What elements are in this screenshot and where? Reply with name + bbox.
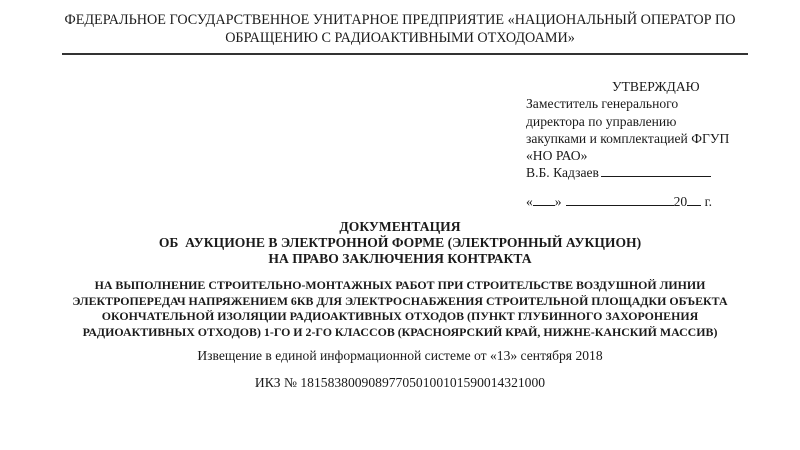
signer-name: В.Б. Кадзаев: [526, 165, 599, 181]
document-title-line-2: ОБ АУКЦИОНЕ В ЭЛЕКТРОННОЙ ФОРМЕ (ЭЛЕКТРОННЫЙ АУКЦИОН): [158, 235, 642, 251]
eis-notice: Извещение в единой информационной системе от «13» сентября 2018: [197, 348, 603, 363]
organization-name-line-2: ОБРАЩЕНИЮ С РАДИОАКТИВНЫМИ ОТХОДОАМИ»: [225, 30, 575, 46]
signature-blank: [601, 164, 711, 177]
year-suffix: г.: [704, 193, 713, 209]
signer-line: [526, 164, 756, 181]
subject-line: ЭЛЕКТРОПЕРЕДАЧ НАПРЯЖЕНИЕМ 6КВ ДЛЯ ЭЛЕКТРОСНАБЖЕНИЯ СТРОИТЕЛЬНОЙ ПЛОЩАДКИ ОБЪЕКТА: [72, 293, 728, 308]
document-title-line-1: ДОКУМЕНТАЦИЯ: [339, 219, 461, 234]
year-blank: [687, 194, 701, 206]
approver-position-line: «НО РАО»: [526, 148, 588, 164]
approval-date-line: [526, 193, 756, 210]
document-title: [40, 219, 760, 268]
subject-line: НА ВЫПОЛНЕНИЕ СТРОИТЕЛЬНО-МОНТАЖНЫХ РАБОТ ПРИ СТРОИТЕЛЬСТВЕ ВОЗДУШНОЙ ЛИНИИ: [94, 278, 706, 292]
header-divider: [62, 53, 748, 55]
ikz-number: ИКЗ № 181583800908977050100101590014321000: [254, 375, 546, 390]
subject-line: ОКОНЧАТЕЛЬНОЙ ИЗОЛЯЦИИ РАДИОАКТИВНЫХ ОТХОДОВ (ПУНКТ ГЛУБИННОГО ЗАХОРОНЕНИЯ: [101, 309, 699, 324]
approval-title: УТВЕРЖДАЮ: [612, 79, 700, 94]
organization-name-line-1: ФЕДЕРАЛЬНОЕ ГОСУДАРСТВЕННОЕ УНИТАРНОЕ ПРЕДПРИЯТИЕ «НАЦИОНАЛЬНЫЙ ОПЕРАТОР ПО: [64, 12, 736, 28]
year-prefix: 20: [673, 193, 688, 209]
subject-line: РАДИОАКТИВНЫХ ОТХОДОВ) 1-ГО И 2-ГО КЛАССОВ (КРАСНОЯРСКИЙ КРАЙ, НИЖНЕ-КАНСКИЙ МАССИВ): [82, 324, 718, 339]
approver-position-line: закупками и комплектацией ФГУП: [526, 130, 730, 146]
date-close-quote: »: [554, 193, 562, 209]
organization-header: [40, 11, 760, 47]
approval-block: [526, 78, 756, 210]
date-open-quote: «: [526, 193, 533, 209]
document-title-line-3: НА ПРАВО ЗАКЛЮЧЕНИЯ КОНТРАКТА: [268, 251, 532, 267]
approver-position-line: Заместитель генерального: [526, 96, 679, 112]
month-blank: [566, 194, 674, 206]
day-blank: [533, 194, 555, 206]
procurement-subject: [40, 278, 760, 340]
approver-position-line: директора по управлению: [526, 113, 677, 129]
